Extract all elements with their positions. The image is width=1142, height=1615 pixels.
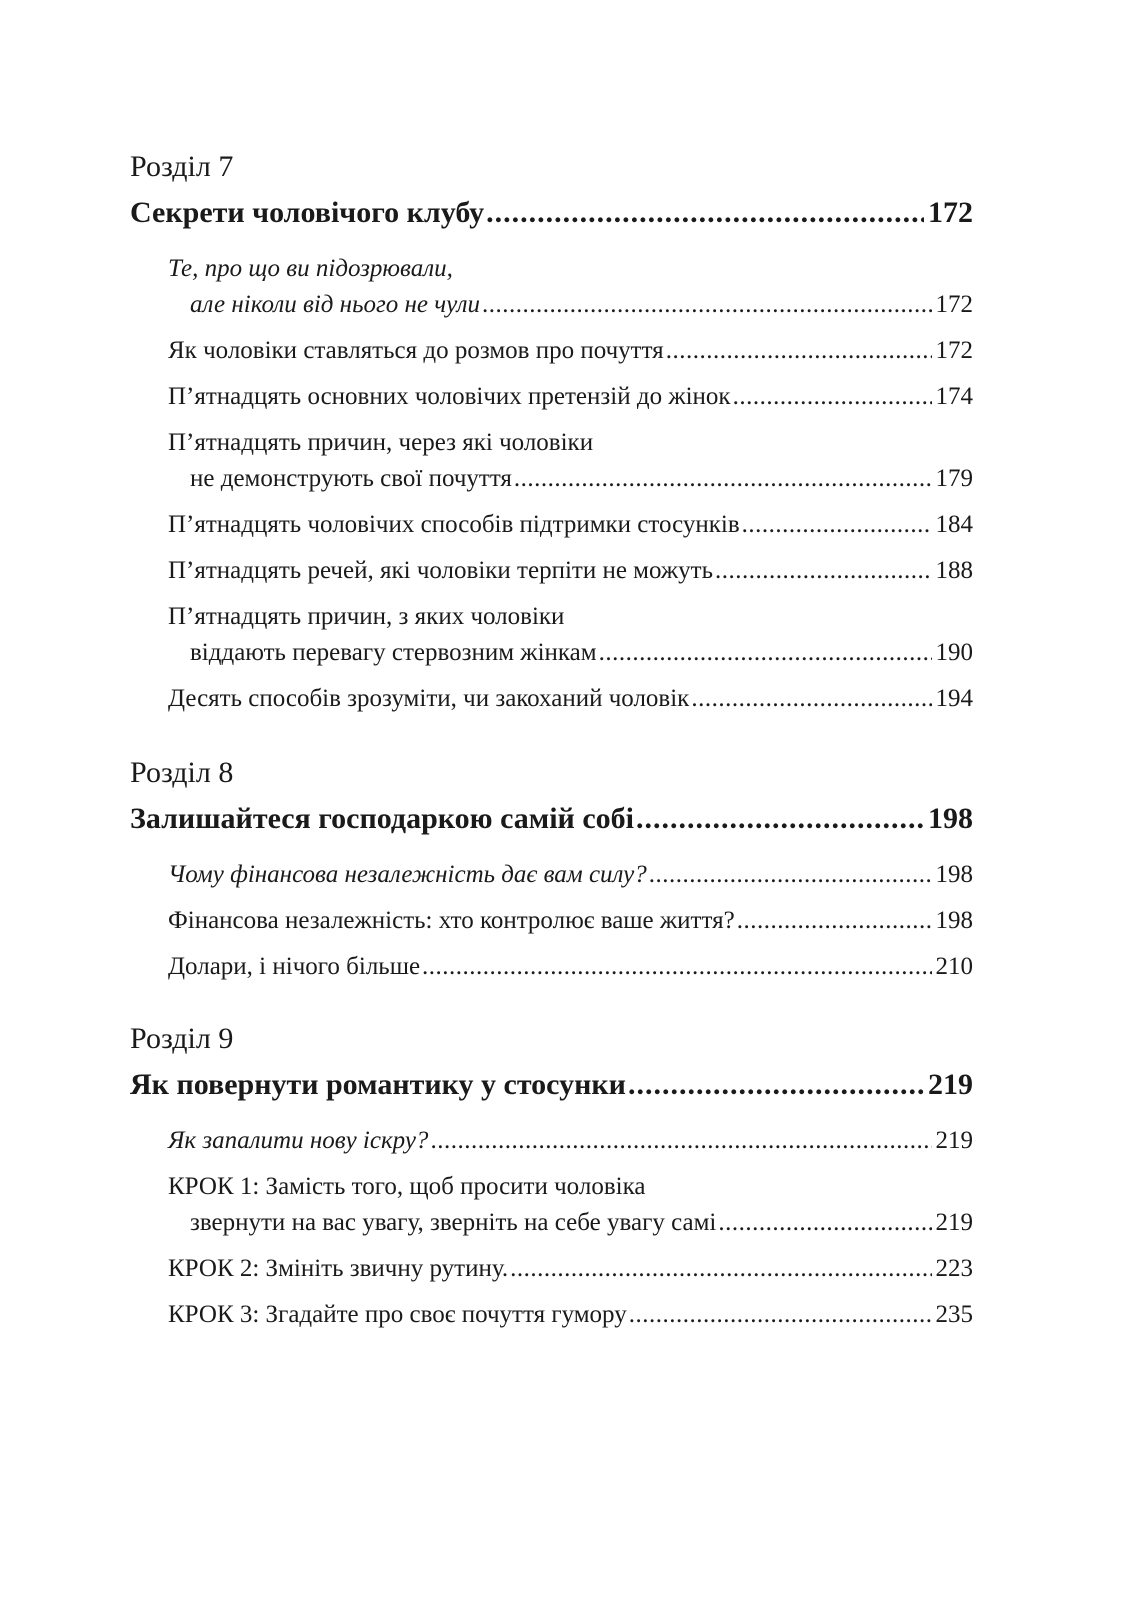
- page-number: 235: [935, 1301, 973, 1328]
- dot-leader: [715, 553, 932, 589]
- entry-title: П’ятнадцять речей, які чоловіки терпіти не можуть: [168, 557, 713, 584]
- dot-leader: [422, 949, 931, 985]
- page-number: 223: [935, 1255, 973, 1282]
- entry-title: Долари, і нічого більше: [168, 953, 421, 980]
- dot-leader: [486, 193, 924, 233]
- chapter-label: Розділ 9: [130, 1022, 234, 1055]
- toc-entry[interactable]: [168, 903, 973, 939]
- page-number: 184: [935, 511, 973, 538]
- chapter-title: Залишайтеся господаркою самій собі: [130, 802, 634, 835]
- toc-entry[interactable]: [168, 425, 973, 497]
- dot-leader: [742, 507, 932, 543]
- dot-leader: [733, 379, 932, 415]
- page-number: 174: [935, 383, 973, 410]
- page-number: 190: [935, 639, 973, 666]
- page-number: 172: [928, 196, 973, 229]
- dot-leader: [628, 1065, 924, 1105]
- section-list: [130, 857, 973, 985]
- entry-title-line-2: віддають перевагу стервозним жінкам: [190, 639, 597, 666]
- page-number: 219: [935, 1127, 973, 1154]
- section-list: [130, 251, 973, 717]
- dot-leader: [514, 461, 932, 497]
- section-list: [130, 1123, 973, 1333]
- entry-title: Як чоловіки ставляться до розмов про почуття: [168, 337, 664, 364]
- chapter-title-row[interactable]: [130, 193, 973, 233]
- chapter-8: [130, 753, 973, 995]
- toc-entry[interactable]: [168, 1297, 973, 1333]
- chapter-9: [130, 1019, 973, 1343]
- entry-title-line-2: звернути на вас увагу, зверніть на себе увагу самі: [190, 1209, 717, 1236]
- entry-title-line-1: Те, про що ви підозрювали,: [168, 255, 453, 282]
- dot-leader: [482, 287, 932, 323]
- chapter-label: Розділ 7: [130, 150, 234, 183]
- entry-title: П’ятнадцять чоловічих способів підтримки стосунків: [168, 511, 740, 538]
- dot-leader: [649, 857, 932, 893]
- entry-title: П’ятнадцять основних чоловічих претензій до жінок: [168, 383, 731, 410]
- page-number: 219: [928, 1068, 973, 1101]
- toc-entry[interactable]: [168, 1251, 973, 1287]
- toc-entry[interactable]: [168, 333, 973, 369]
- dot-leader: [737, 903, 932, 939]
- dot-leader: [636, 799, 924, 839]
- page-number: 194: [935, 685, 973, 712]
- page-number: 188: [935, 557, 973, 584]
- chapter-label: Розділ 8: [130, 756, 234, 789]
- entry-title-line-1: П’ятнадцять причин, через які чоловіки: [168, 429, 594, 456]
- entry-title: КРОК 3: Згадайте про своє почуття гумору: [168, 1301, 627, 1328]
- dot-leader: [510, 1251, 931, 1287]
- chapter-title: Як повернути романтику у стосунки: [130, 1068, 626, 1101]
- toc-entry[interactable]: [168, 1169, 973, 1241]
- entry-title-line-2: але ніколи від нього не чули: [190, 291, 480, 318]
- chapter-7: [130, 147, 973, 727]
- toc-entry[interactable]: [168, 1123, 973, 1159]
- toc-entry[interactable]: [168, 553, 973, 589]
- page-number: 172: [935, 291, 973, 318]
- toc-entry[interactable]: [168, 857, 973, 893]
- page-number: 198: [935, 907, 973, 934]
- toc-entry[interactable]: [168, 379, 973, 415]
- page-number: 179: [935, 465, 973, 492]
- page-number: 198: [935, 861, 973, 888]
- entry-title: Фінансова незалежність: хто контролює ваше життя?: [168, 907, 735, 934]
- entry-title-line-1: П’ятнадцять причин, з яких чоловіки: [168, 603, 565, 630]
- entry-title-line-1: КРОК 1: Замість того, щоб просити чоловіка: [168, 1173, 646, 1200]
- chapter-title: Секрети чоловічого клубу: [130, 196, 485, 229]
- toc-entry[interactable]: [168, 507, 973, 543]
- chapter-title-row[interactable]: [130, 1065, 973, 1105]
- dot-leader: [430, 1123, 931, 1159]
- toc-entry[interactable]: [168, 681, 973, 717]
- dot-leader: [691, 681, 931, 717]
- entry-title: Чому фінансова незалежність дає вам силу?: [168, 861, 647, 888]
- page-number: 219: [935, 1209, 973, 1236]
- dot-leader: [599, 635, 932, 671]
- dot-leader: [666, 333, 932, 369]
- dot-leader: [718, 1205, 931, 1241]
- page-number: 198: [928, 802, 973, 835]
- entry-title: Як запалити нову іскру?: [168, 1127, 429, 1154]
- entry-title-line-2: не демонструють свої почуття: [190, 465, 512, 492]
- dot-leader: [629, 1297, 932, 1333]
- entry-title: Десять способів зрозуміти, чи закоханий чоловік: [168, 685, 690, 712]
- toc-entry[interactable]: [168, 251, 973, 323]
- toc-entry[interactable]: [168, 949, 973, 985]
- toc-entry[interactable]: [168, 599, 973, 671]
- chapter-title-row[interactable]: [130, 799, 973, 839]
- page-number: 172: [935, 337, 973, 364]
- entry-title: КРОК 2: Змініть звичну рутину.: [168, 1255, 509, 1282]
- page-number: 210: [935, 953, 973, 980]
